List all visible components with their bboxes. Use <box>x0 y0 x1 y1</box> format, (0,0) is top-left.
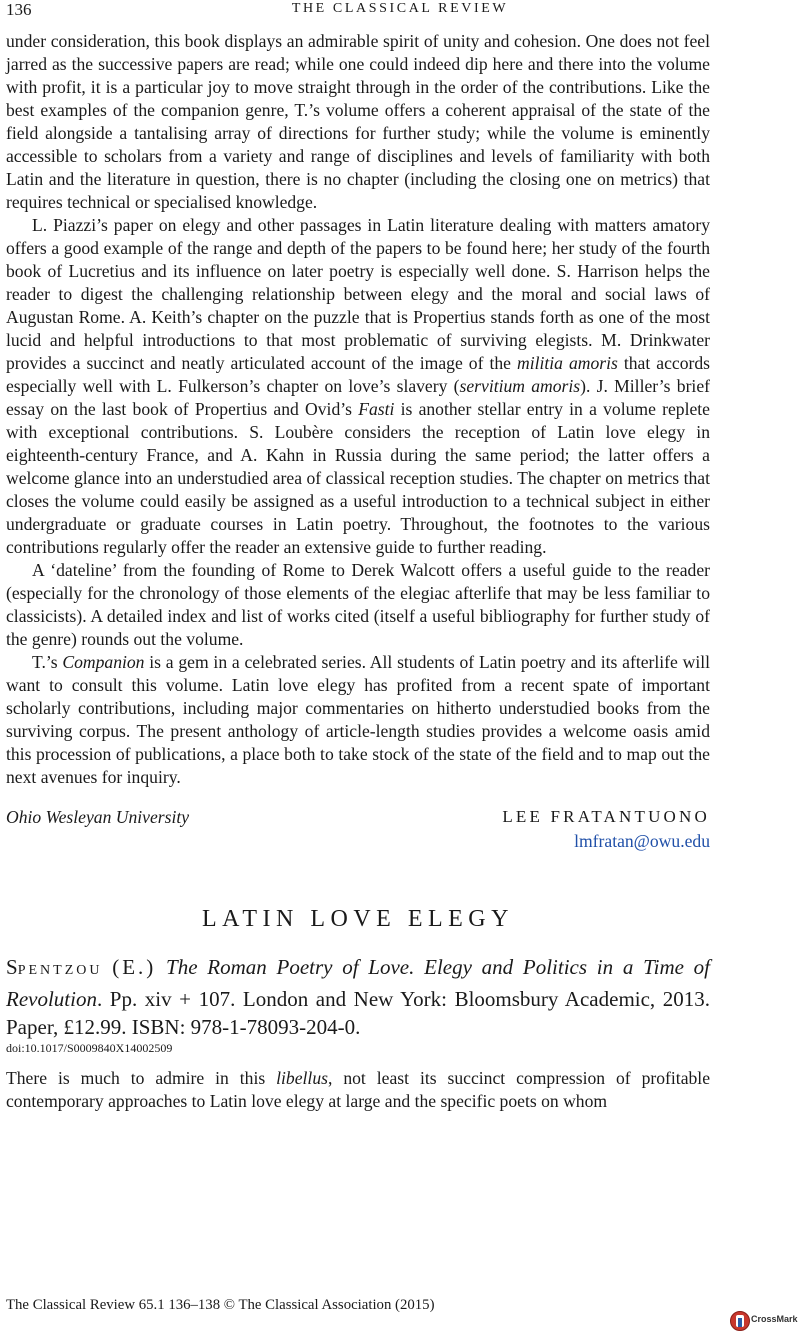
text-run: A ‘dateline’ from the founding of Rome to Derek Walcott offers a useful guide to the reader (especially for the chronology of those elements of the elegiac afterlife that may be less familiar to classicists). A detailed index and list of works cited (itself a useful bibliography for further study of the genre) rounds out the volume. <box>6 560 710 649</box>
reviewer-institution: Ohio Wesleyan University <box>6 807 190 827</box>
text-run: L. Piazzi’s paper on elegy and other passages in Latin literature dealing with matters amatory offers a good example of the range and depth of the papers to be found here; her study of the fourth book of Lucretius and its influence on later poetry is especially well done. S. Harrison helps the reader to digest the challenging relationship between elegy and the moral and social laws of Augustan Rome. A. Keith’s chapter on the puzzle that is Propertius stands forth as one of the most lucid and helpful introductions to that most problematic of surviving elegists. M. Drinkwater provides a succinct and neatly articulated account of the image of the <box>6 215 710 373</box>
author-initial: S <box>6 955 18 979</box>
text-run: T.’s <box>32 652 63 672</box>
text-run: is another stellar entry in a volume replete with exceptional contributions. S. Loubère considers the reception of Latin love elegy in eighteenth-century France, and A. Kahn in Russia during the same period; the latter offers a welcome glance into an understudied area of classical reception studies. The chapter on metrics that closes the volume could easily be assigned as a useful introduction to a technical subject in either undergraduate or graduate courses in Latin poetry. Throughout, the footnotes to the various contributions regularly offer the reader an extensive guide to further reading. <box>6 399 710 557</box>
text-run: is a gem in a celebrated series. All students of Latin poetry and its afterlife will want to consult this volume. Latin love elegy has profited from a recent spate of important scholarly contributions, including major commentaries on hitherto understudied books from the surviving corpus. The present anthology of article-length studies provides a welcome oasis amid this procession of publications, a place both to take stock of the state of the field and to map out the next avenues for inquiry. <box>6 652 710 787</box>
page-number: 136 <box>6 0 32 19</box>
text-run: that accords especially well with L. Fulkerson’s chapter on love’s slavery ( <box>6 353 711 396</box>
reviewer-name: LEE FRATANTUONO <box>502 807 710 826</box>
italic-phrase: Fasti <box>358 399 395 419</box>
body-paragraph <box>6 651 710 789</box>
text-run: ). J. Miller’s brief essay on the last book of Propertius and Ovid’s <box>6 376 710 419</box>
review-signature <box>6 807 710 830</box>
body-paragraph <box>6 559 710 651</box>
article-body <box>6 30 710 1113</box>
book-title: The Roman Poetry of Love. Elegy and Politics in a Time of Revolution <box>6 955 711 1011</box>
doi-link[interactable]: doi:10.1017/S0009840X14002509 <box>6 1041 173 1055</box>
reviewer-email-link[interactable]: lmfratan@owu.edu <box>574 831 710 851</box>
italic-phrase: servitium amoris <box>459 376 581 396</box>
crossmark-icon <box>730 1311 750 1331</box>
editor-mark: (E.) <box>112 955 157 979</box>
italic-phrase: libellus <box>276 1068 328 1088</box>
body-paragraph <box>6 214 710 559</box>
crossmark-badge[interactable] <box>730 1311 798 1331</box>
section-heading: LATIN LOVE ELEGY <box>202 906 514 932</box>
text-run: under consideration, this book displays an admirable spirit of unity and cohesion. One does not feel jarred as the successive papers are read; while one could indeed dip here and there into the volume with profit, it is a particular joy to move straight through in the order of the contributions. Like the best examples of the companion genre, T.’s volume offers a coherent appraisal of the state of the field alongside a tantalising array of directions for further study; while the volume is eminently accessible to scholars from a variety and range of disciplines and levels of familiarity with both Latin and the literature in question, there is no chapter (including the closing one on metrics) that requires technical or specialised knowledge. <box>6 31 710 212</box>
italic-phrase: militia amoris <box>516 353 618 373</box>
text-run: There is much to admire in this <box>6 1068 277 1088</box>
author-surname: PENTZOU <box>17 963 103 978</box>
page-header <box>0 0 800 22</box>
italic-phrase: Companion <box>62 652 145 672</box>
book-details: . Pp. xiv + 107. London and New York: Bloomsbury Academic, 2013. Paper, £12.99. ISBN: 978-1-78093-204-0. <box>6 987 710 1039</box>
review-opening-paragraph <box>6 1067 710 1113</box>
page-footer: The Classical Review 65.1 136–138 © The Classical Association (2015) <box>6 1297 435 1313</box>
crossmark-label: CrossMark <box>751 1314 798 1324</box>
body-paragraph <box>6 30 710 214</box>
book-citation <box>6 953 710 1041</box>
text-run: , not least its succinct compression of profitable contemporary approaches to Latin love elegy at large and the specific poets on whom <box>6 1068 710 1111</box>
running-title: THE CLASSICAL REVIEW <box>291 1 509 16</box>
